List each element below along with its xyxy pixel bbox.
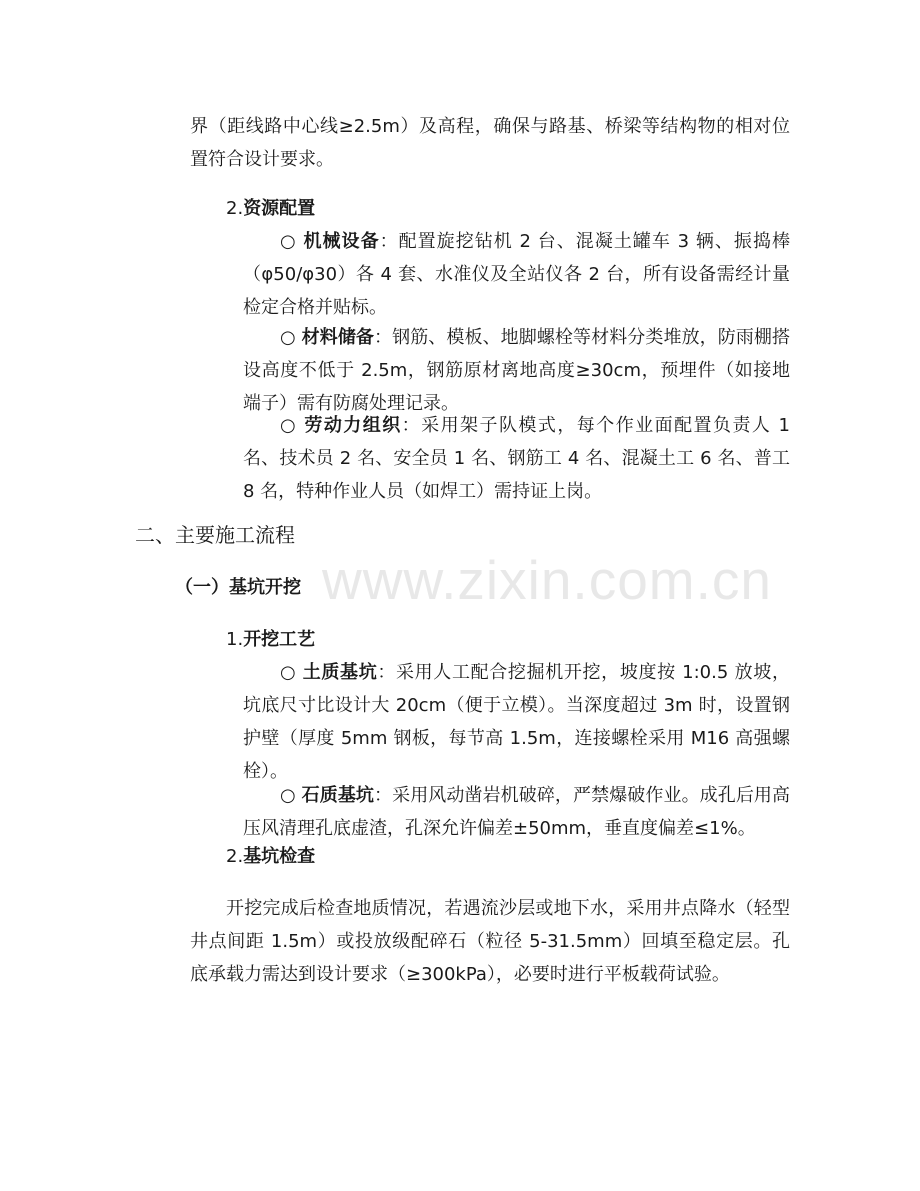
item-colon: ： [377, 662, 396, 683]
bullet-icon: ○ [280, 662, 297, 683]
item-title: 材料储备 [301, 327, 375, 348]
heading-number: 2. [226, 846, 244, 867]
item-title: 石质基坑 [301, 785, 375, 806]
subsection-heading: （一）基坑开挖 [175, 577, 301, 598]
item-colon: ： [401, 415, 422, 436]
heading-title: 开挖工艺 [243, 629, 316, 650]
paragraph-bottom: 开挖完成后检查地质情况，若遇流沙层或地下水，采用井点降水（轻型井点间距 1.5m）或投放级配碎石（粒径 5-31.5mm）回填至稳定层。孔底承载力需达到设计要求（≥300kPa），必要时进行平板载荷试验。 [190, 898, 790, 985]
heading-excavation [226, 623, 315, 656]
item-colon: ： [374, 327, 393, 348]
item-title: 机械设备 [303, 231, 380, 252]
heading-title: 资源配置 [243, 198, 316, 219]
bullet-icon: ○ [280, 415, 298, 436]
list-item [243, 656, 790, 788]
bullet-icon: ○ [280, 231, 297, 252]
list-item [243, 321, 790, 420]
list-item [243, 409, 790, 508]
heading-title: 基坑检查 [243, 846, 316, 867]
item-text: 采用风动凿岩机破碎，严禁爆破作业。成孔后用高压风清理孔底虚渣，孔深允许偏差±50mm，垂直度偏差≤1%。 [243, 785, 791, 839]
paragraph-top: 界（距线路中心线≥2.5m）及高程，确保与路基、桥梁等结构物的相对位置符合设计要求。 [190, 116, 790, 170]
item-title: 劳动力组织 [304, 415, 402, 436]
item-title: 土质基坑 [302, 662, 378, 683]
heading-inspection [226, 840, 315, 873]
heading-number: 2. [226, 198, 244, 219]
item-text: 钢筋、模板、地脚螺栓等材料分类堆放，防雨棚搭设高度不低于 2.5m，钢筋原材离地高度≥30cm，预埋件（如接地端子）需有防腐处理记录。 [243, 327, 791, 414]
heading-resources [226, 192, 315, 225]
list-item [243, 225, 790, 324]
item-colon: ： [374, 785, 393, 806]
item-text: 配置旋挖钻机 2 台、混凝土罐车 3 辆、振捣棒（φ50/φ30）各 4 套、水准仪及全站仪各 2 台，所有设备需经计量检定合格并贴标。 [243, 231, 790, 318]
item-colon: ： [379, 231, 399, 252]
watermark: www.zixin.com.cn [322, 549, 772, 611]
list-item [243, 779, 790, 845]
bullet-icon: ○ [280, 327, 296, 348]
item-text: 采用架子队模式，每个作业面配置负责人 1 名、技术员 2 名、安全员 1 名、钢筋工 4 名、混凝土工 6 名、普工 8 名，特种作业人员（如焊工）需持证上岗。 [243, 415, 790, 502]
section-heading: 二、主要施工流程 [135, 523, 295, 547]
bullet-icon: ○ [280, 785, 296, 806]
item-text: 采用人工配合挖掘机开挖，坡度按 1:0.5 放坡，坑底尺寸比设计大 20cm（便于立模）。当深度超过 3m 时，设置钢护壁（厚度 5mm 钢板，每节高 1.5m，连接螺栓采用 M16 高强螺栓）。 [243, 662, 790, 782]
heading-number: 1. [226, 629, 244, 650]
